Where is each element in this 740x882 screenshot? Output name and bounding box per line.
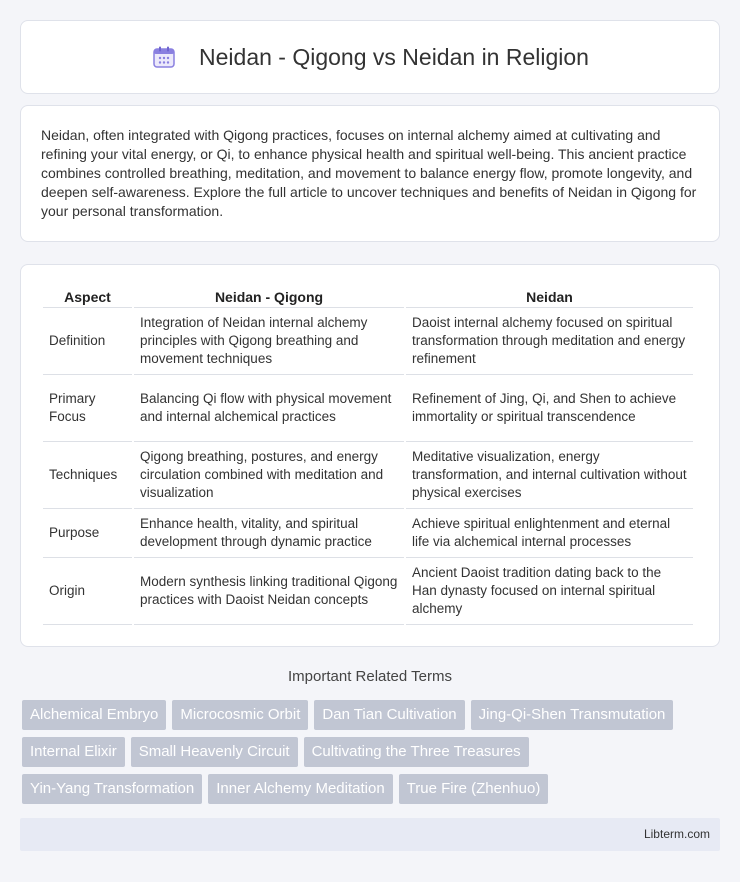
tag-row <box>22 700 722 730</box>
tag-alchemical-embryo[interactable]: Alchemical Embryo <box>22 700 166 730</box>
tag-true-fire[interactable]: True Fire (Zhenhuo) <box>399 774 549 804</box>
tag-internal-elixir[interactable]: Internal Elixir <box>22 737 125 767</box>
footer-brand-link[interactable]: Libterm.com <box>643 827 710 841</box>
comparison-card <box>20 264 720 647</box>
aspect-cell: Techniques <box>43 442 132 509</box>
table-row <box>43 509 693 558</box>
qigong-cell: Balancing Qi flow with physical movement and internal alchemical practices <box>134 375 404 442</box>
comparison-table <box>41 286 695 625</box>
aspect-cell: Origin <box>43 558 132 625</box>
table-row <box>43 442 693 509</box>
qigong-cell: Integration of Neidan internal alchemy principles with Qigong breathing and movement techniques <box>134 308 404 375</box>
intro-card <box>20 105 720 242</box>
footer <box>20 818 720 851</box>
header-neidan: Neidan <box>406 286 693 308</box>
neidan-cell: Meditative visualization, energy transformation, and internal cultivation without physical exercises <box>406 442 693 509</box>
header-neidan-qigong: Neidan - Qigong <box>134 286 404 308</box>
tag-small-heavenly-circuit[interactable]: Small Heavenly Circuit <box>131 737 298 767</box>
header-aspect: Aspect <box>43 286 132 308</box>
tag-jing-qi-shen-transmutation[interactable]: Jing-Qi-Shen Transmutation <box>471 700 674 730</box>
qigong-cell: Modern synthesis linking traditional Qigong practices with Daoist Neidan concepts <box>134 558 404 625</box>
tag-yin-yang-transformation[interactable]: Yin-Yang Transformation <box>22 774 202 804</box>
neidan-cell: Ancient Daoist tradition dating back to the Han dynasty focused on internal spiritual alchemy <box>406 558 693 625</box>
aspect-cell: Purpose <box>43 509 132 558</box>
header-card <box>20 20 720 94</box>
table-row <box>43 558 693 625</box>
qigong-cell: Enhance health, vitality, and spiritual development through dynamic practice <box>134 509 404 558</box>
tag-row <box>22 737 722 767</box>
page-title: Neidan - Qigong vs Neidan in Religion <box>199 43 589 70</box>
tag-microcosmic-orbit[interactable]: Microcosmic Orbit <box>172 700 308 730</box>
related-terms-list <box>22 700 722 811</box>
table-row <box>43 375 693 442</box>
neidan-cell: Achieve spiritual enlightenment and eternal life via alchemical internal processes <box>406 509 693 558</box>
aspect-cell: Definition <box>43 308 132 375</box>
related-terms-title: Important Related Terms <box>288 668 452 685</box>
table-row <box>43 308 693 375</box>
neidan-cell: Daoist internal alchemy focused on spiritual transformation through meditation and energy refinement <box>406 308 693 375</box>
qigong-cell: Qigong breathing, postures, and energy circulation combined with meditation and visualization <box>134 442 404 509</box>
table-header-row <box>43 286 693 308</box>
tag-dan-tian-cultivation[interactable]: Dan Tian Cultivation <box>314 700 464 730</box>
tag-cultivating-three-treasures[interactable]: Cultivating the Three Treasures <box>304 737 529 767</box>
aspect-cell: Primary Focus <box>43 375 132 442</box>
intro-paragraph: Neidan, often integrated with Qigong practices, focuses on internal alchemy aimed at cultivating and refining your vital energy, or Qi, to enhance physical health and spiritual well-being. This ancient practice combines controlled breathing, meditation, and movement to balance energy flow, promote longevity, and deepen self-awareness. Explore the full article to uncover techniques and benefits of Neidan in Qigong for your personal transformation. <box>41 127 697 219</box>
tag-inner-alchemy-meditation[interactable]: Inner Alchemy Meditation <box>208 774 392 804</box>
neidan-cell: Refinement of Jing, Qi, and Shen to achieve immortality or spiritual transcendence <box>406 375 693 442</box>
calendar-icon <box>151 44 177 70</box>
tag-row <box>22 774 722 804</box>
